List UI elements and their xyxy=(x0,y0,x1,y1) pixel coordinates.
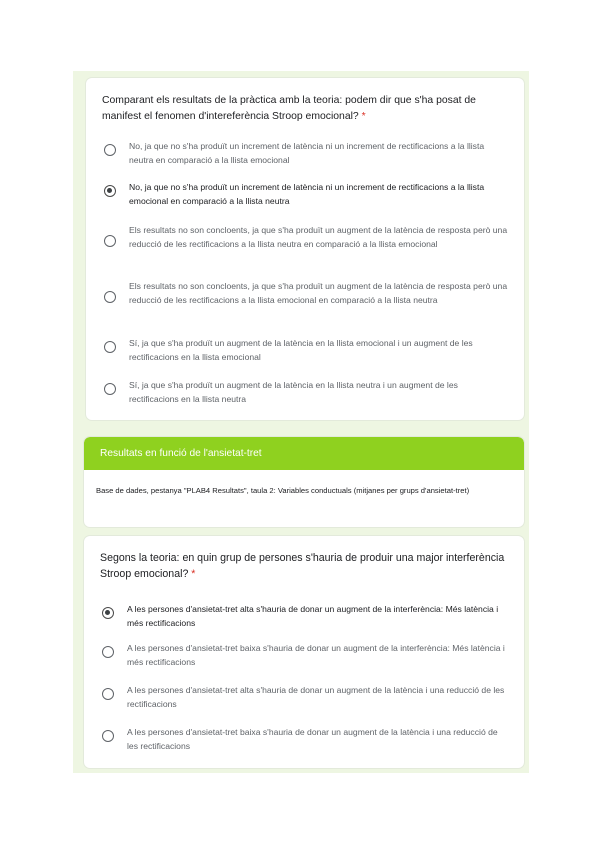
radio-button[interactable] xyxy=(104,144,116,156)
radio-option-4[interactable] xyxy=(104,279,508,307)
required-asterisk: * xyxy=(191,568,196,580)
question-card-stroop-manifest xyxy=(86,78,524,420)
radio-button-checked[interactable] xyxy=(102,607,114,619)
radio-option-1[interactable] xyxy=(104,139,508,167)
radio-option-3[interactable] xyxy=(102,683,508,711)
radio-button[interactable] xyxy=(104,383,116,395)
radio-button[interactable] xyxy=(104,291,116,303)
radio-button[interactable] xyxy=(104,341,116,353)
radio-button-checked[interactable] xyxy=(104,185,116,197)
option-label: A les persones d'ansietat-tret baixa s'hauria de donar un augment de la latència i una reducció de les rectificacions xyxy=(127,727,498,751)
section-description: Base de dades, pestanya "PLAB4 Resultats", taula 2: Variables conductuals (mitjanes per grups d'ansietat-tret) xyxy=(96,486,470,495)
option-label: Sí, ja que s'ha produït un augment de la latència en la llista emocional i un augment de les rectificacions en la llista emocional xyxy=(129,338,473,362)
radio-option-2[interactable] xyxy=(104,180,508,208)
radio-button[interactable] xyxy=(102,646,114,658)
question-title: Segons la teoria: en quin grup de persones s'hauria de produir una major interferència Stroop emocional? * xyxy=(100,552,505,580)
radio-option-2[interactable] xyxy=(102,641,508,669)
question-title: Comparant els resultats de la pràctica amb la teoria: podem dir que s'ha posat de manifest el fenomen d'intereferència Stroop emocional? * xyxy=(102,95,476,122)
required-asterisk: * xyxy=(361,111,366,122)
section-title: Resultats en funció de l'ansietat-tret xyxy=(84,437,524,470)
radio-option-4[interactable] xyxy=(102,725,508,753)
section-header-card xyxy=(84,437,524,527)
option-label: Sí, ja que s'ha produït un augment de la latència en la llista neutra i un augment de les rectificacions en la llista neutra xyxy=(129,380,458,404)
option-label: No, ja que no s'ha produït un increment de latència ni un increment de rectificacions a la llista neutra en comparació a la llista emocional xyxy=(129,141,485,165)
option-label: A les persones d'ansietat-tret baixa s'hauria de donar un augment de la interferència: Més latència i més rectificacions xyxy=(127,643,505,667)
radio-button[interactable] xyxy=(102,688,114,700)
radio-option-1[interactable] xyxy=(102,602,508,630)
question-card-interference-group xyxy=(84,536,524,768)
radio-button[interactable] xyxy=(102,730,114,742)
option-label: No, ja que no s'ha produït un increment de latència ni un increment de rectificacions a la llista emocional en comparació a la llista neutra xyxy=(129,182,485,206)
option-label: Els resultats no son concloents, ja que s'ha produït un augment de la latència de resposta però una reducció de les rectificacions a la llista neutra en comparació a la llista emocional xyxy=(129,225,508,249)
radio-option-3[interactable] xyxy=(104,223,508,251)
radio-option-5[interactable] xyxy=(104,336,508,364)
option-label: Els resultats no son concloents, ja que s'ha produït un augment de la latència de resposta però una reducció de les rectificacions a la llista emocional en comparació a la llista neutra xyxy=(129,281,508,305)
option-label: A les persones d'ansietat-tret alta s'hauria de donar un augment de la latència i una reducció de les rectificacions xyxy=(127,685,505,709)
radio-option-6[interactable] xyxy=(104,378,508,406)
radio-button[interactable] xyxy=(104,235,116,247)
option-label: A les persones d'ansietat-tret alta s'hauria de donar un augment de la interferència: Més latència i més rectificacions xyxy=(127,604,499,628)
